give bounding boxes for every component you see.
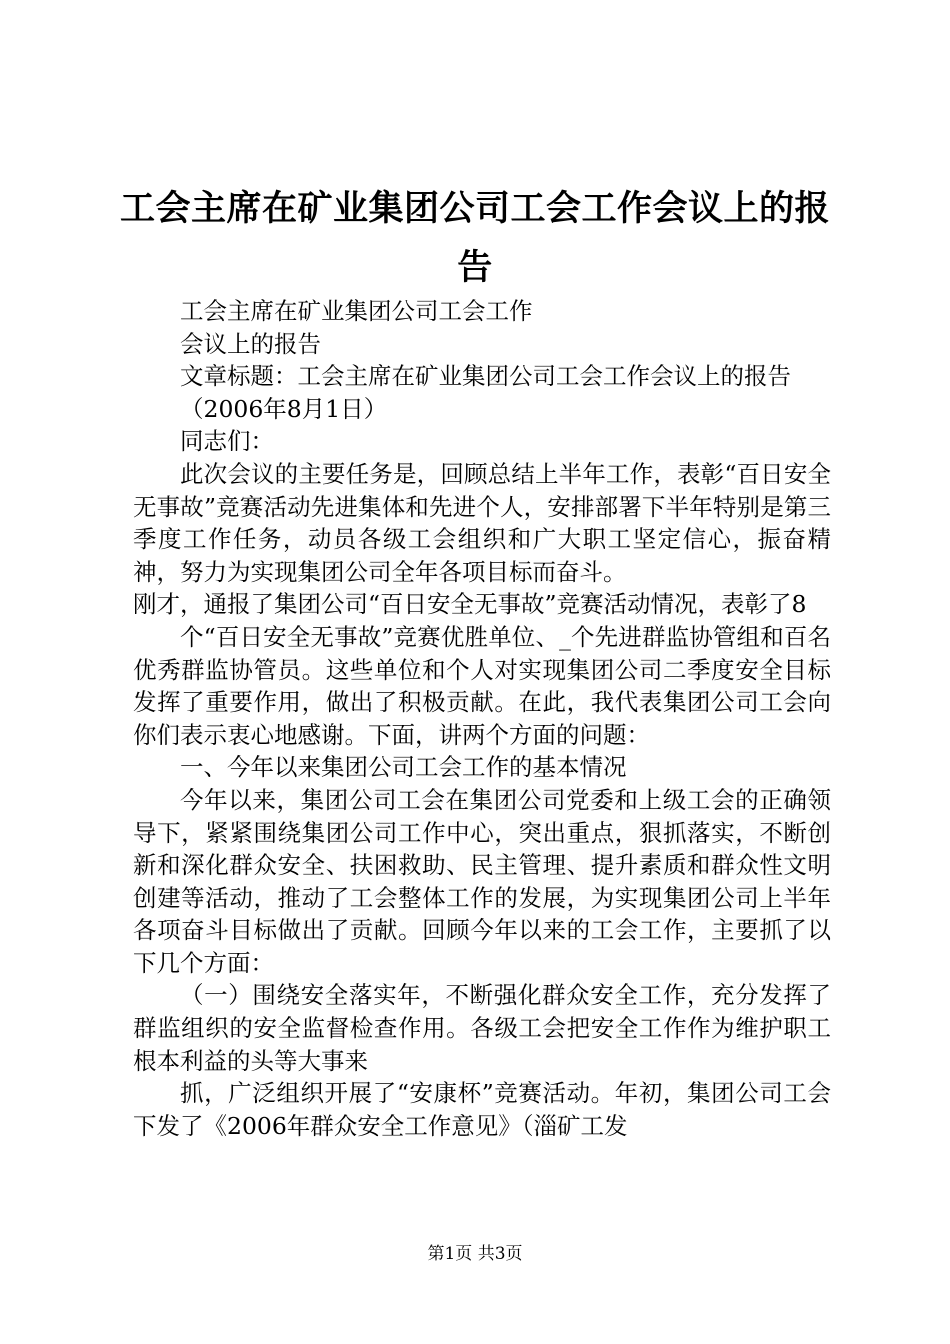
document-body <box>133 295 831 1142</box>
section-heading-basic-situation: 一、今年以来集团公司工会工作的基本情况 <box>180 753 627 782</box>
paragraph-safety-work: （一）围绕安全落实年，不断强化群众安全工作，充分发挥了群监组织的安全监督检查作用。各级工会把安全工作作为维护职工根本利益的头等大事来 <box>133 981 831 1075</box>
paragraph-date: （2006年8月1日） <box>180 394 388 423</box>
paragraph-ankang-cup: 抓，广泛组织开展了“安康杯”竞赛活动。年初，集团公司工会下发了《2006年群众安全工作意见》（淄矿工发 <box>133 1079 831 1140</box>
paragraph-heading-line-1: 工会主席在矿业集团公司工会工作 <box>180 297 533 325</box>
paragraph-meeting-tasks: 此次会议的主要任务是，回顾总结上半年工作，表彰“百日安全无事故”竞赛活动先进集体和先进个人，安排部署下半年特别是第三季度工作任务，动员各级工会组织和广大职工坚定信心，振奋精神，努力为实现集团公司全年各项目标而奋斗。 <box>133 459 831 586</box>
paragraph-commendation: 刚才，通报了集团公司“百日安全无事故”竞赛活动情况，表彰了8 <box>133 590 807 619</box>
paragraph-salutation: 同志们： <box>180 427 274 456</box>
paragraph-thanks: 个“百日安全无事故”竞赛优胜单位、_个先进群监协管组和百名优秀群监协管员。这些单位和个人对实现集团公司二季度安全目标发挥了重要作用，做出了积极贡献。在此，我代表集团公司工会向你们表示衷心地感谢。下面，讲两个方面的问题： <box>133 622 831 749</box>
paragraph-overview: 今年以来，集团公司工会在集团公司党委和上级工会的正确领导下，紧紧围绕集团公司工作中心，突出重点，狠抓落实，不断创新和深化群众安全、扶困救助、民主管理、提升素质和群众性文明创建等活动，推动了工会整体工作的发展，为实现集团公司上半年各项奋斗目标做出了贡献。回顾今年以来的工会工作，主要抓了以下几个方面： <box>133 785 831 977</box>
page-footer: 第1页 共3页 <box>427 1244 523 1264</box>
document-title: 工会主席在矿业集团公司工会工作会议上的报告 <box>120 189 831 288</box>
paragraph-heading-line-2: 会议上的报告 <box>180 329 321 358</box>
paragraph-article-title: 文章标题：工会主席在矿业集团公司工会工作会议上的报告 <box>180 362 791 391</box>
